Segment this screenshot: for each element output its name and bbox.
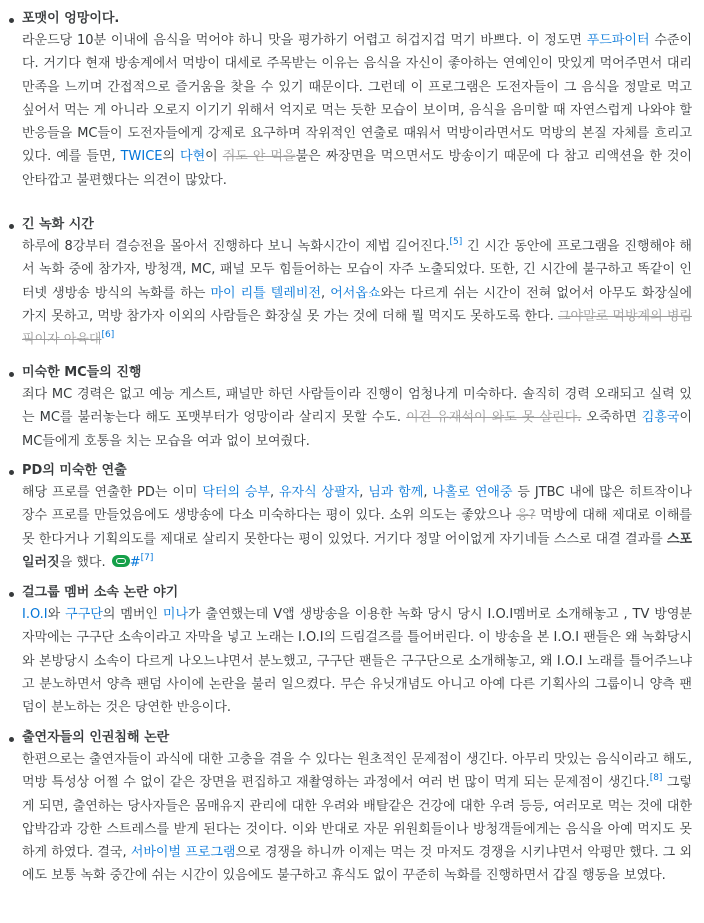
footnote-link[interactable]: [7]: [140, 552, 154, 563]
link-solo-dating[interactable]: 나홀로 연애중: [432, 485, 513, 500]
section-title: PD의 미숙한 연출: [22, 463, 127, 478]
link-survival-program[interactable]: 서바이벌 프로그램: [130, 845, 236, 861]
section-title: 미숙한 MC들의 진행: [22, 365, 142, 380]
section-body: 라운드당 10분 이내에 음식을 먹어야 하니 맛을 평가하기 어렵고 허겁지겁 먹기 바쁘다. 이 정도면 푸드파이터 수준이다. 거기다 현재 방송계에서 먹방이 대세로 주목받는 이유는 음식을 자신이 좋아하는 연예인이 맛있게 먹어주면서 대리 만족을 느끼며 간접적으로 즐거움을 찾을 수 있기 때문이다. 그런데 이 프로그램은 도전자들이 그 음식을 정말로 먹고 싶어서 먹는 게 아니라 오로지 이기기 위해서 억지로 먹는 듯한 모습이 보이며, 음식을 음미할 때 자연스럽게 나와야 할 반응들을 MC들이 도전자들에게 강제로 요구하며 작위적인 연출로 때워서 먹방이라면서도 먹방의 본질 자체를 흐리고 있다. 예를 들면, TWICE의 다현이 쥐도 안 먹을불은 짜장면을 먹으면서도 방송이기 때문에 다 참고 리액션을 한 것이 안타깝고 불편했다는 의견이 많았다.: [22, 33, 692, 188]
link-yujasik-sangpalja[interactable]: 유자식 상팔자: [278, 485, 360, 500]
link-food-fighter[interactable]: 푸드파이터: [586, 33, 650, 48]
list-item: [22, 727, 692, 888]
link-twice[interactable]: TWICE: [120, 149, 163, 165]
section-title: 출연자들의 인권침해 논란: [22, 730, 170, 745]
bullet-icon: [9, 224, 14, 229]
footnote-link[interactable]: [5]: [449, 237, 463, 247]
strikethrough-text: 그야말로 먹방계의 병림픽이자 아육대: [22, 308, 692, 348]
bullet-icon: [9, 592, 14, 597]
link-my-little-television[interactable]: 마이 리틀 텔레비전: [210, 285, 322, 301]
section-body: 해당 프로를 연출한 PD는 이미 닥터의 승부, 유자식 상팔자, 님과 함께, 나홀로 연애중 등 JTBC 내에 많은 히트작이나 장수 프로를 만들었음에도 생방송에 다소 미숙하다는 평이 있다. 소위 의도는 좋았으나 응? 먹방에 대해 제대로 이해를 못 한다거나 기획의도를 제대로 살리지 못한다는 평이 있었다. 거기다 정말 어이없게 자기네들 스스로 대결 결과를 스포일러짓을 했다. #[7]: [22, 485, 692, 570]
section-body: 하루에 8강부터 결승전을 몰아서 진행하다 보니 녹화시간이 제법 길어진다.[5] 긴 시간 동안에 프로그램을 진행해야 해서 녹화 중에 참가자, 방청객, MC, 패널 모두 힘들어하는 모습이 자주 노출되었다. 또한, 긴 시간에 불구하고 똑같이 인터넷 생방송 방식의 녹화를 하는 마이 리틀 텔레비전, 어서옵쇼와는 다르게 쉬는 시간이 전혀 없어서 아무도 화장실에 가지 못하고, 먹방 참가자 이외의 사람들은 화장실 못 가는 것에 더해 뭘 먹지도 못하도록 한다. 그야말로 먹방계의 병림픽이자 아육대[6]: [22, 237, 693, 348]
link-mina[interactable]: 미나: [162, 607, 189, 622]
strikethrough-text: 응?: [516, 508, 536, 524]
bullet-icon: [9, 737, 14, 742]
bullet-icon: [9, 18, 14, 23]
section-body: 죄다 MC 경력은 없고 예능 게스트, 패널만 하던 사람들이라 진행이 엄청나게 미숙하다. 솔직히 경력 오래되고 실력 있는 MC를 불러놓는다 해도 포맷부터가 엉망이라 살리지 못할 수도. 이건 유재석이 와도 못 살린다. 오죽하면 김흥국이 MC들에게 호통을 치는 모습을 여과 없이 보여줬다.: [22, 387, 692, 449]
link-with-you[interactable]: 님과 함께: [368, 485, 424, 500]
list-item: [22, 582, 692, 719]
bold-text: 스포일러짓: [22, 531, 692, 570]
section-title: 포맷이 엉망이다.: [22, 11, 120, 26]
link-kim-heungguk[interactable]: 김흥국: [641, 410, 680, 426]
external-link-icon[interactable]: [112, 555, 130, 567]
list-item: [22, 362, 692, 453]
list-item: [22, 8, 692, 192]
strikethrough-text: 쥐도 안 먹을: [222, 149, 296, 165]
external-link[interactable]: #: [129, 554, 141, 570]
strikethrough-text: 이건 유재석이 와도 못 살린다.: [406, 410, 582, 426]
link-eoseo-opsho[interactable]: 어서옵쇼: [330, 285, 381, 301]
section-title: 걸그룹 멤버 소속 논란 야기: [22, 585, 179, 600]
section-body: 한편으로는 출연자들이 과식에 대한 고충을 겪을 수 있다는 원초적인 문제점이 생긴다. 아무리 맛있는 음식이라고 해도, 먹방 특성상 어쩔 수 없이 같은 장면을 편집하고 재촬영하는 과정에서 여러 번 많이 먹게 되는 문제점이 생긴다.[8] 그렇게 되면, 출연하는 당사자들은 몸매유지 관리에 대한 우려와 배탈같은 건강에 대한 우려 등등, 여러모로 먹는 것에 대한 압박감과 강한 스트레스를 받게 된다는 것이다. 이와 반대로 자문 위원회들이나 방청객들에게는 음식을 아예 먹지도 못하게 하였다. 결국, 서바이벌 프로그램으로 경쟁을 하니까 이제는 먹는 것 마저도 경쟁을 시키냐면서 악평만 했다. 그 외에도 보통 녹화 중간에 쉬는 시간이 있음에도 불구하고 휴식도 없이 꾸준히 녹화를 진행하면서 갑질 행동을 보였다.: [22, 752, 693, 884]
footnote-link[interactable]: [6]: [101, 330, 115, 341]
footnote-link[interactable]: [8]: [649, 773, 663, 784]
section-body: I.O.I와 구구단의 멤버인 미나가 출연했는데 V앱 생방송을 이용한 녹화 당시 당시 I.O.I멤버로 소개해놓고 , TV 방영분 자막에는 구구단 소속이라고 자막을 넣고 노래는 I.O.I의 드림걸즈를 틀어버린다. 이 방송을 본 I.O.I 팬들은 왜 녹화당시와 본방당시 소속이 다르게 나오느냐면서 분노했고, 구구단 팬들은 구구단으로 소개해놓고, 왜 I.O.I 노래를 틀어주느냐고 분노하면서 양측 팬덤 사이에 논란을 불러 일으켰다. 무슨 유닛개념도 아니고 아예 다른 기획사의 그룹이니 양측 팬덤이 분노하는 것은 당연한 반응이다.: [22, 607, 692, 716]
list-item: [22, 460, 692, 574]
section-title: 긴 녹화 시간: [22, 217, 94, 232]
link-doctor-match[interactable]: 닥터의 승부: [202, 485, 270, 500]
bullet-icon: [9, 470, 14, 475]
bullet-icon: [9, 372, 14, 377]
link-ioi[interactable]: I.O.I: [22, 607, 48, 622]
link-gugudan[interactable]: 구구단: [65, 607, 103, 622]
link-dahyun[interactable]: 다현: [180, 149, 206, 165]
list-item: [22, 214, 692, 351]
